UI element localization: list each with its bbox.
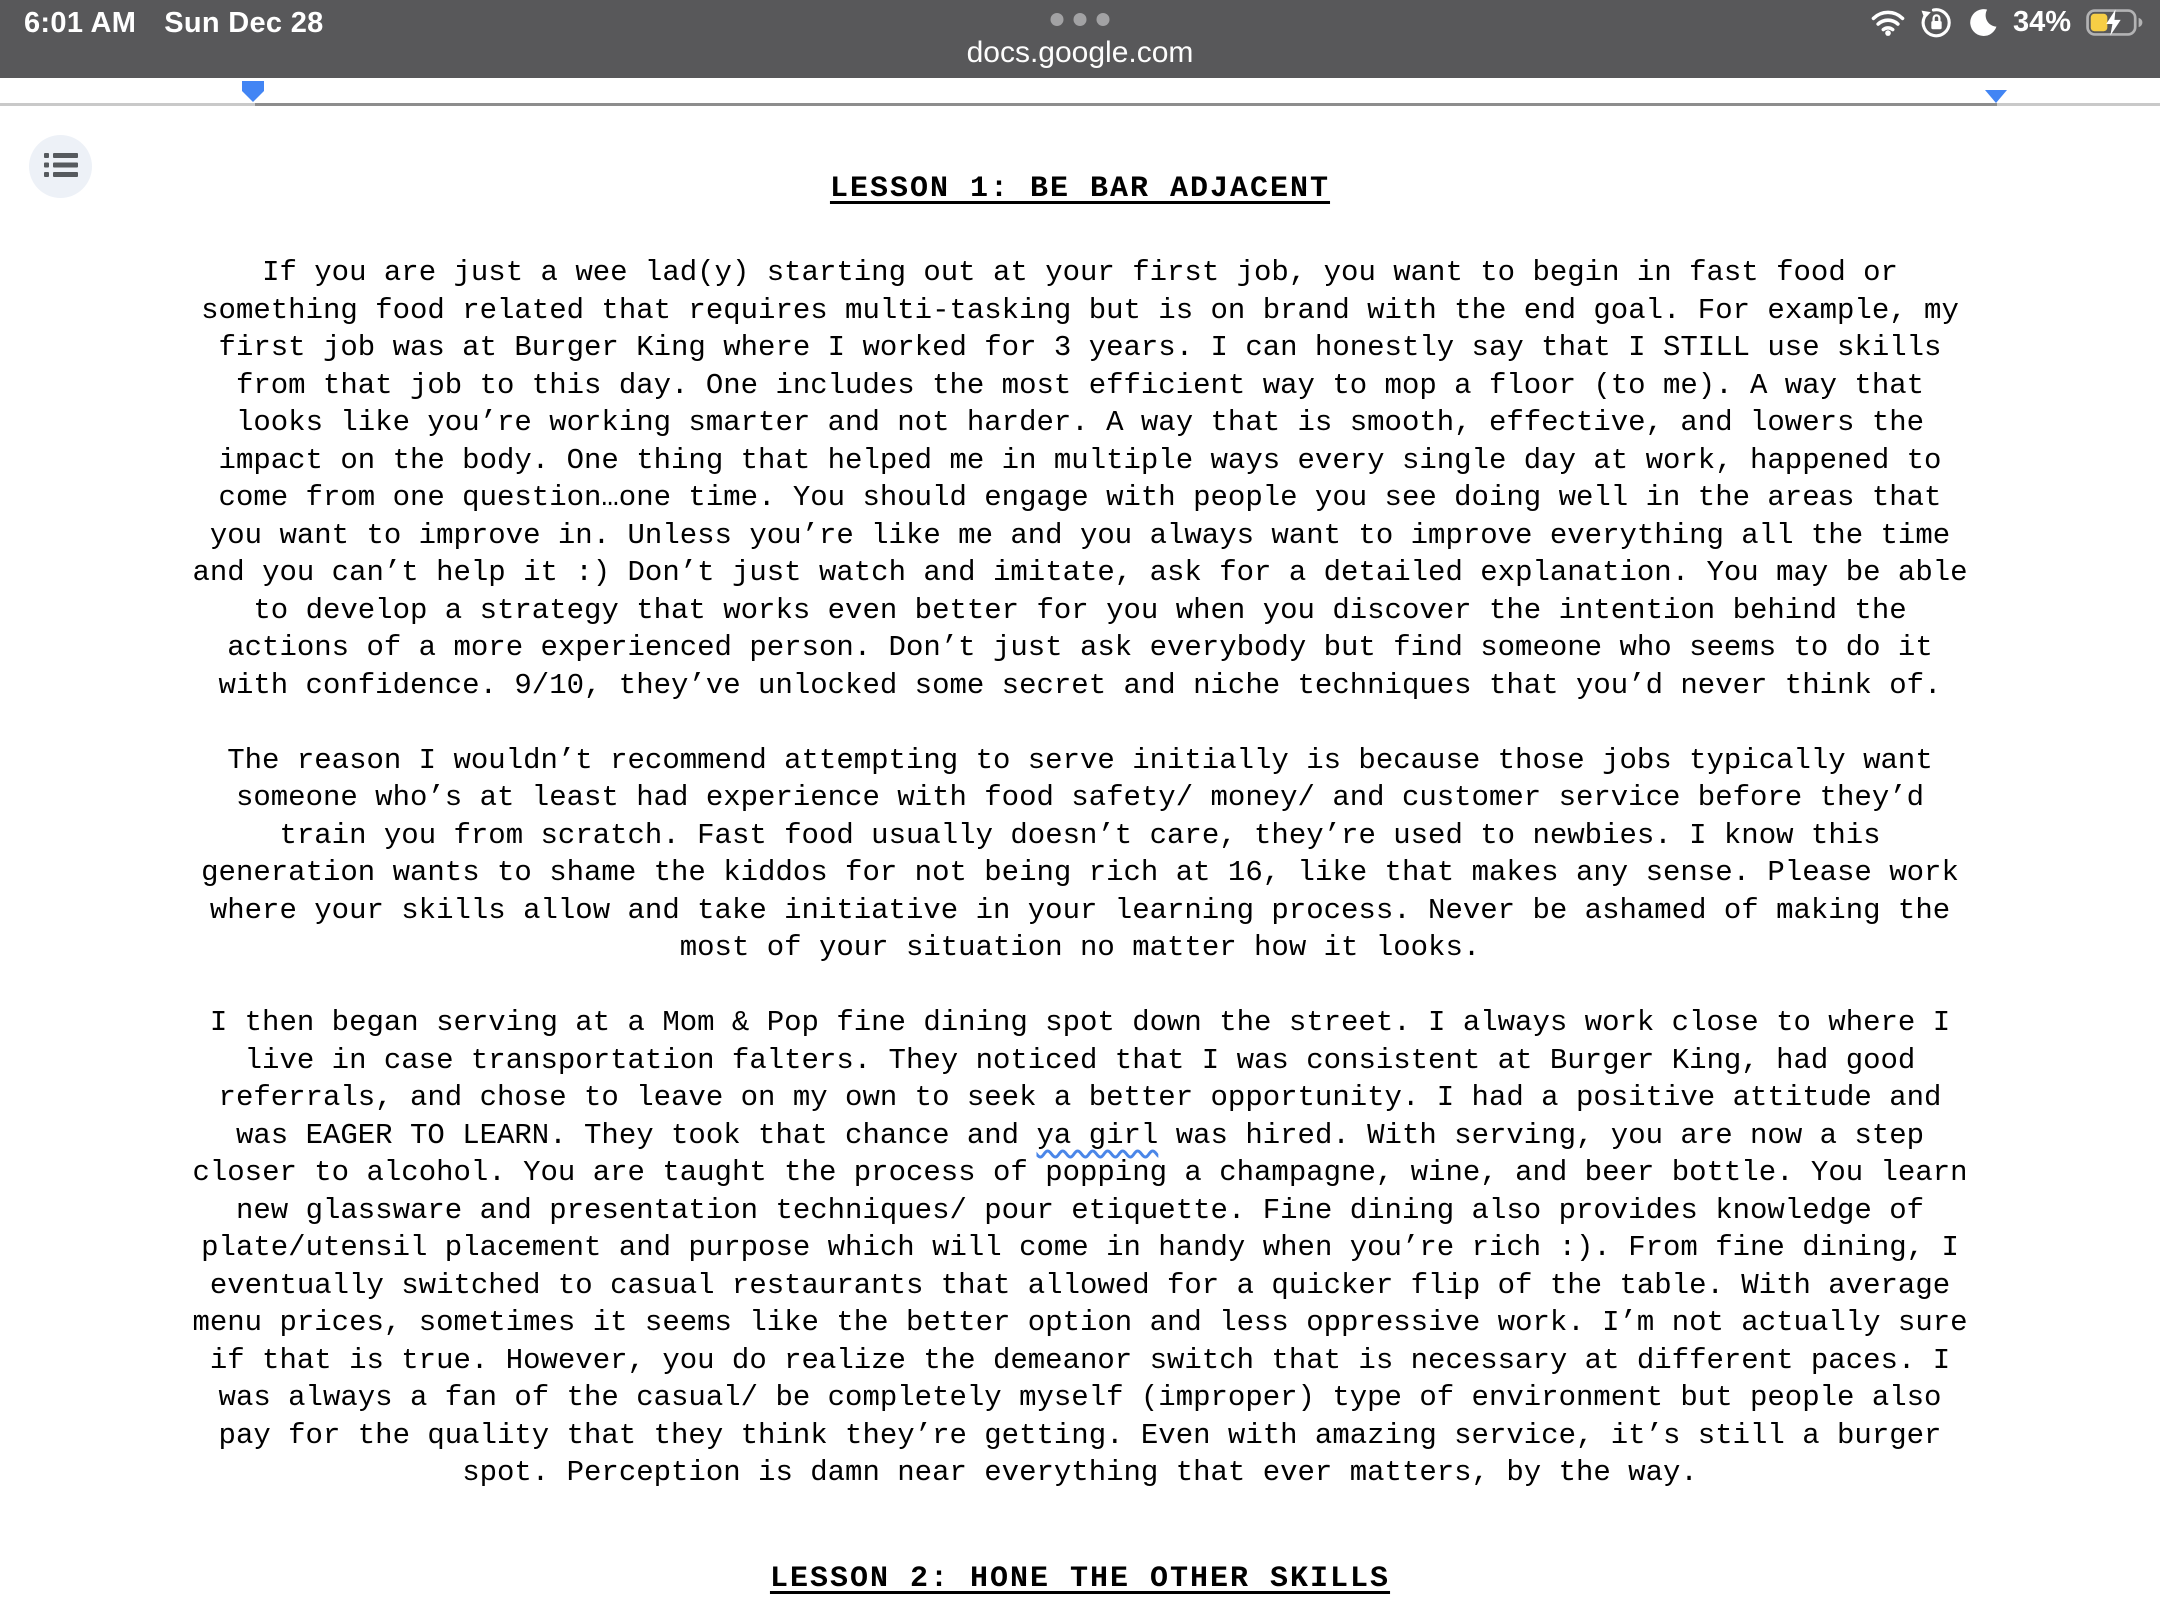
paragraph-3-text-after: was hired. With serving, you are now a step closer to alcohol. You are taught the process of popping a champagne, wine, and beer bottle. You learn new glassware and presentation techniques/ pour etiquette. Fine dining also provides knowledge of plate/utensil placement and purpose which will come in handy when you’re rich :). From fine dining, I eventually switched to casual restaurants that allowed for a quicker flip of the table. With average menu prices, sometimes it seems like the better option and less oppressive work. I’m not actually sure if that is true. However, you do realize the demeanor switch that is necessary at different paces. I was always a fan of the casual/ be completely myself (improper) type of environment but people also pay for the quality that they think they’re getting. Even with amazing service, it’s still a burger spot. Perception is damn near everything that ever matters, by the way. bbox=[192, 1118, 1968, 1489]
heading-lesson-1: LESSON 1: BE BAR ADJACENT bbox=[829, 172, 1331, 206]
grammar-flagged-text[interactable]: ya girl bbox=[1036, 1118, 1159, 1152]
left-indent-marker[interactable] bbox=[242, 81, 264, 101]
page-dot bbox=[1051, 13, 1064, 26]
wifi-icon bbox=[1870, 9, 1906, 36]
address-bar-url[interactable]: docs.google.com bbox=[966, 36, 1194, 69]
paragraph-2[interactable]: The reason I wouldn’t recommend attempting to serve initially is because those jobs typically want someone who’s at least had experience with food safety/ money/ and customer service before they’d train you from scratch. Fast food usually doesn’t care, they’re used to newbies. I know this generation wants to shame the kiddos for not being rich at 16, like that makes any sense. Please work where your skills allow and take initiative in your learning process. Never be ashamed of making the most of your situation no matter how it looks. bbox=[201, 743, 1959, 964]
right-indent-marker[interactable] bbox=[1985, 90, 2007, 103]
clock-time: 6:01 AM bbox=[24, 7, 137, 39]
paragraph-3-text-before: I then began serving at a Mom & Pop fine dining spot down the street. I always work close to where I live in case transportation falters. They noticed that I was consistent at Burger King, had good referrals, and chose to leave on my own to seek a better opportunity. I had a positive attitude and was EAGER TO LEARN. They took that chance and bbox=[209, 1006, 1951, 1152]
document-canvas[interactable] bbox=[0, 106, 2160, 1620]
status-icons bbox=[1870, 6, 2144, 39]
page-dot bbox=[1074, 13, 1087, 26]
safari-status-bar bbox=[0, 0, 2160, 78]
do-not-disturb-moon-icon bbox=[1967, 7, 1998, 38]
paragraph-3[interactable] bbox=[190, 1004, 1970, 1492]
battery-charging-icon bbox=[2086, 8, 2144, 37]
first-line-indent-bar bbox=[242, 81, 264, 91]
heading-lesson-2: LESSON 2: HONE THE OTHER SKILLS bbox=[769, 1561, 1391, 1596]
page-dot bbox=[1097, 13, 1110, 26]
page-dots[interactable] bbox=[1051, 13, 1110, 26]
clock-date: Sun Dec 28 bbox=[164, 7, 324, 39]
rotation-lock-icon bbox=[1921, 7, 1952, 38]
paragraph-1[interactable]: If you are just a wee lad(y) starting out at your first job, you want to begin in fast food or something food related that requires multi-tasking but is on brand with the end goal. For example, my first job was at Burger King where I worked for 3 years. I can honestly say that I STILL use skills from that job to this day. One includes the most efficient way to mop a floor (to me). A way that looks like you’re working smarter and not harder. A way that is smooth, effective, and lowers the impact on the body. One thing that helped me in multiple ways every single day at work, happened to come from one question…one time. You should engage with people you see doing well in the areas that you want to improve in. Unless you’re like me and you always want to improve everything all the time and you can’t help it :) Don’t just watch and imitate, ask for a detailed explanation. You may be able to develop a strategy that works even better for you when you discover the intention behind the actions of a more experienced person. Don’t just ask everybody but find someone who seems to do it with confidence. 9/10, they’ve unlocked some secret and niche techniques that you’d never think of. bbox=[192, 256, 1968, 702]
left-indent-triangle-icon bbox=[242, 91, 264, 102]
battery-percent: 34% bbox=[2012, 6, 2071, 38]
